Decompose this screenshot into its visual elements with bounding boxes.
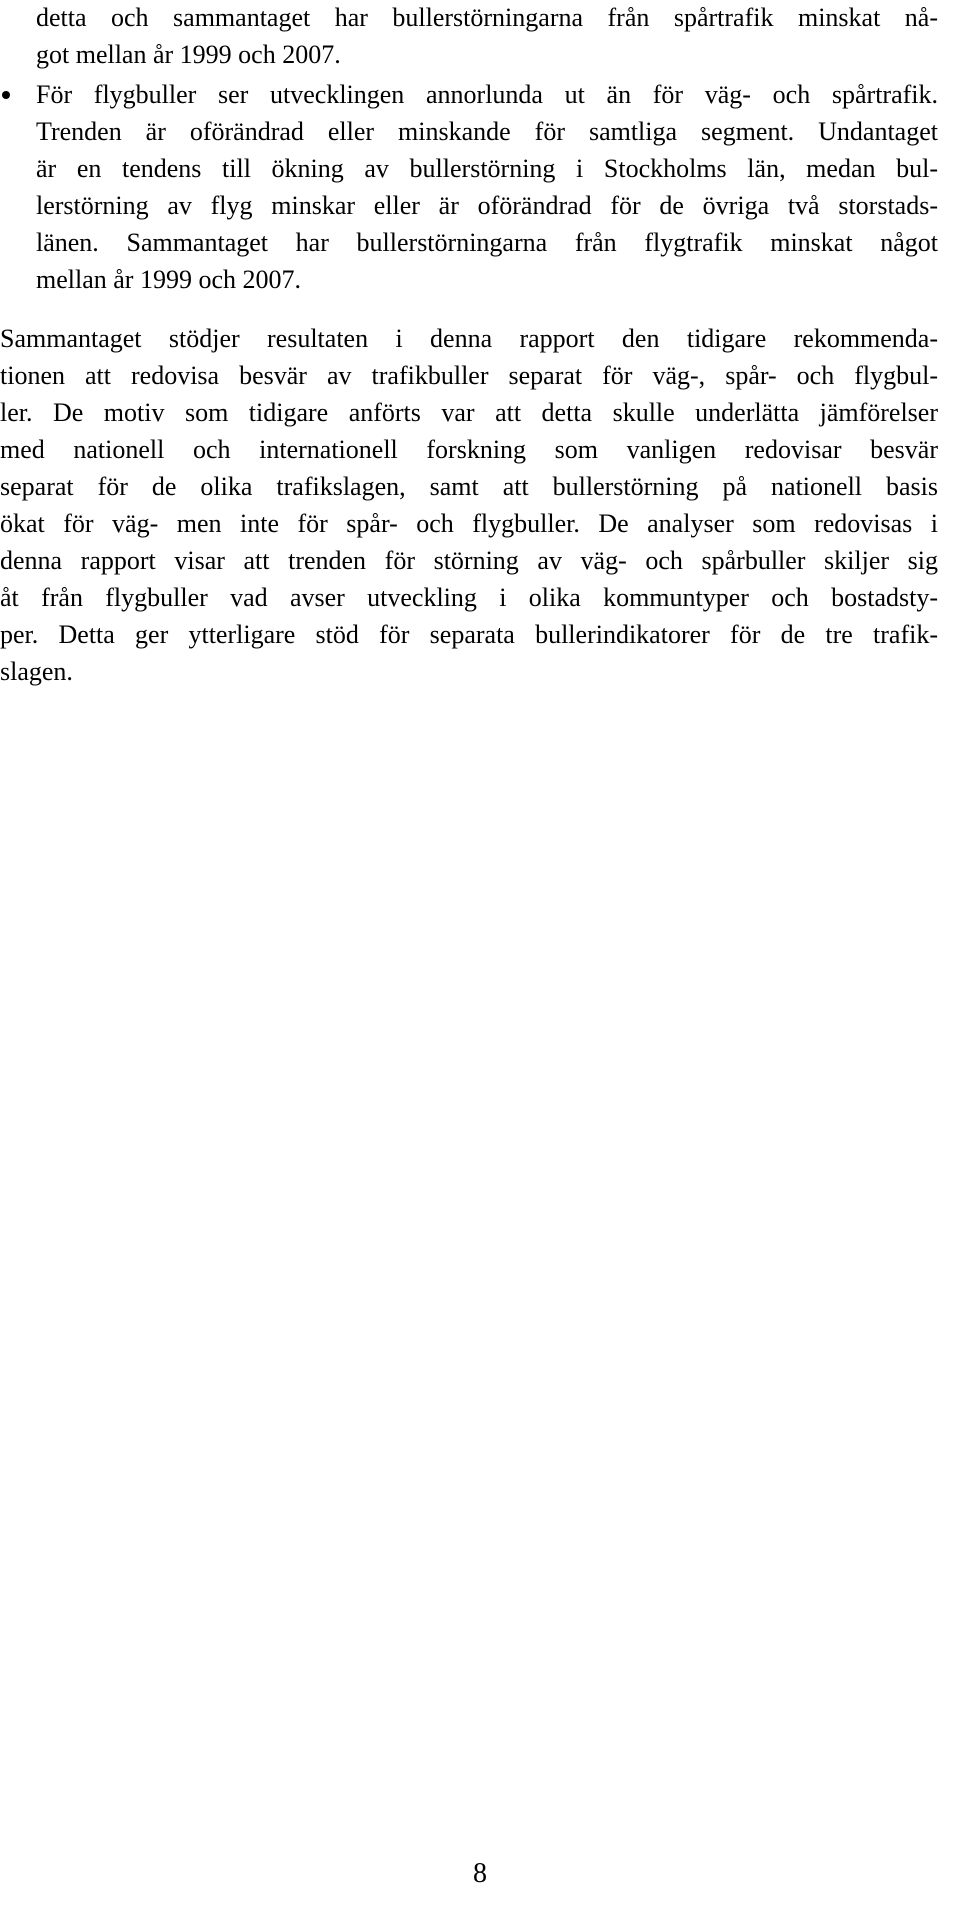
bullet-2-line-6: mellan år 1999 och 2007. [36, 265, 301, 294]
bullet-1-line-2: got mellan år 1999 och 2007. [36, 40, 341, 69]
paragraph-line-5: separat för de olika trafikslagen, samt att bullerstörning på nationell basis [0, 472, 938, 501]
paragraph-line-8: åt från flygbuller vad avser utveckling i olika kommuntyper och bostadsty- [0, 583, 938, 612]
paragraph-line-2: tionen att redovisa besvär av trafikbuller separat för väg-, spår- och flygbul- [0, 361, 938, 390]
paragraph-line-10: slagen. [0, 657, 73, 686]
paragraph-line-6: ökat för väg- men inte för spår- och flygbuller. De analyser som redovisas i [0, 509, 938, 538]
bullet-1-line-1: detta och sammantaget har bullerstörningarna från spårtrafik minskat nå- [36, 3, 938, 32]
bullet-icon [2, 91, 10, 99]
paragraph-line-4: med nationell och internationell forskning som vanligen redovisar besvär [0, 435, 938, 464]
page-number: 8 [473, 1858, 487, 1889]
bullet-2-line-5: länen. Sammantaget har bullerstörningarna från flygtrafik minskat något [36, 228, 938, 257]
bullet-2-line-3: är en tendens till ökning av bullerstörning i Stockholms län, medan bul- [36, 154, 938, 183]
paragraph-line-9: per. Detta ger ytterligare stöd för separata bullerindikatorer för de tre trafik- [0, 620, 938, 649]
bullet-2-line-2: Trenden är oförändrad eller minskande för samtliga segment. Undantaget [36, 117, 938, 146]
paragraph-line-1: Sammantaget stödjer resultaten i denna rapport den tidigare rekommenda- [0, 324, 938, 353]
bullet-2-line-1: För flygbuller ser utvecklingen annorlunda ut än för väg- och spårtrafik. [36, 80, 938, 109]
paragraph-line-7: denna rapport visar att trenden för störning av väg- och spårbuller skiljer sig [0, 546, 938, 575]
bullet-2-line-4: lerstörning av flyg minskar eller är oförändrad för de övriga två storstads- [36, 191, 938, 220]
paragraph-line-3: ler. De motiv som tidigare anförts var att detta skulle underlätta jämförelser [0, 398, 938, 427]
